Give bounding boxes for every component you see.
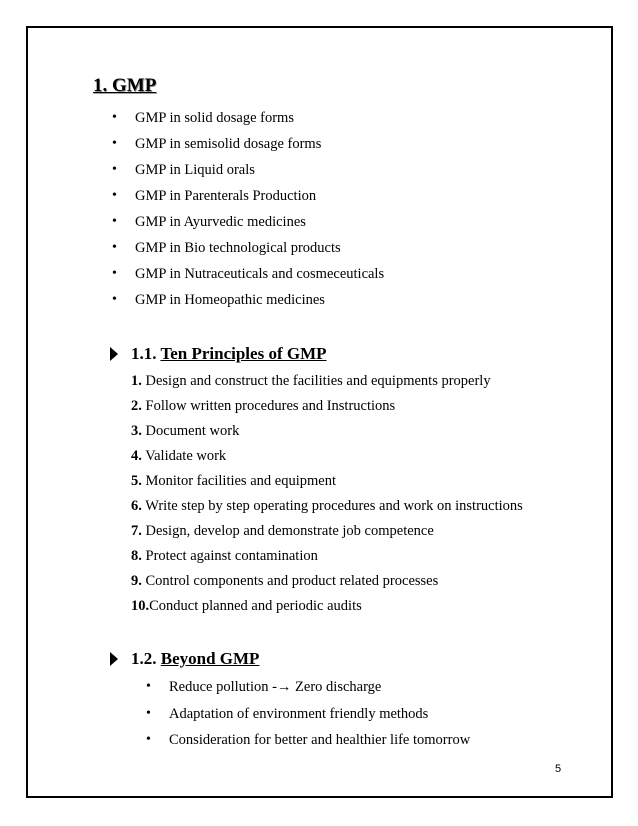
list-item <box>131 372 491 390</box>
item-number: 2. <box>131 398 142 414</box>
arrow-right-icon <box>110 347 118 361</box>
bullet-icon: • <box>112 240 117 255</box>
section-title: Ten Principles of GMP <box>160 344 327 363</box>
bullet-icon: • <box>146 679 151 694</box>
list-item-text: GMP in Nutraceuticals and cosmeceuticals <box>135 266 385 282</box>
bullet-icon: • <box>146 732 151 747</box>
list-item-text: Conduct planned and periodic audits <box>149 598 362 614</box>
list-item-text: Adaptation of environment friendly methods <box>169 706 429 722</box>
bullet-icon: • <box>112 136 117 151</box>
item-number: 1. <box>131 373 142 389</box>
list-item-text: Protect against contamination <box>145 548 318 564</box>
section-title: Beyond GMP <box>160 649 260 668</box>
item-number: 4. <box>131 448 142 464</box>
list-item-text: GMP in Ayurvedic medicines <box>135 214 306 230</box>
bullet-icon: • <box>112 214 117 229</box>
bullet-icon: • <box>112 162 117 177</box>
list-item-text: GMP in Parenterals Production <box>135 188 317 204</box>
list-item <box>131 547 318 565</box>
section-number: 1.2. <box>131 649 157 668</box>
list-item-text: Validate work <box>145 448 227 464</box>
list-item <box>131 497 523 515</box>
bullet-icon: • <box>112 110 117 125</box>
list-item <box>131 597 362 615</box>
bullet-icon: • <box>112 188 117 203</box>
list-item-text: GMP in solid dosage forms <box>135 110 294 126</box>
list-item-text: GMP in semisolid dosage forms <box>135 136 322 152</box>
list-item-text: GMP in Liquid orals <box>135 162 255 178</box>
item-number: 10. <box>131 598 150 614</box>
arrow-right-icon <box>110 652 118 666</box>
list-item <box>131 472 336 490</box>
item-number: 6. <box>131 498 142 514</box>
item-number: 5. <box>131 473 142 489</box>
list-item-text: Monitor facilities and equipment <box>145 473 336 489</box>
list-item-text: GMP in Bio technological products <box>135 240 341 256</box>
list-item <box>131 522 434 540</box>
list-item-text: Write step by step operating procedures and work on instructions <box>145 498 523 514</box>
list-item <box>131 397 395 415</box>
list-item-text: Consideration for better and healthier life tomorrow <box>169 732 471 748</box>
list-item-text: Control components and product related processes <box>145 573 439 589</box>
section-number: 1.1. <box>131 344 157 363</box>
item-number: 9. <box>131 573 142 589</box>
item-number: 7. <box>131 523 142 539</box>
bullet-icon: • <box>112 266 117 281</box>
bullet-icon: • <box>146 706 151 721</box>
list-item <box>131 572 438 590</box>
list-item-text: Reduce pollution -→ Zero discharge <box>169 679 382 695</box>
list-item-text: Design and construct the facilities and equipments properly <box>145 373 491 389</box>
list-item <box>131 447 226 465</box>
list-item <box>131 422 239 440</box>
item-number: 3. <box>131 423 142 439</box>
item-number: 8. <box>131 548 142 564</box>
page-number: 5 <box>555 763 562 775</box>
page-title: 1. GMP <box>93 75 157 96</box>
list-item-text: Design, develop and demonstrate job competence <box>145 523 434 539</box>
list-item-text: Follow written procedures and Instructions <box>145 398 396 414</box>
bullet-icon: • <box>112 292 117 307</box>
list-item-text: Document work <box>145 423 240 439</box>
list-item-text: GMP in Homeopathic medicines <box>135 292 325 308</box>
